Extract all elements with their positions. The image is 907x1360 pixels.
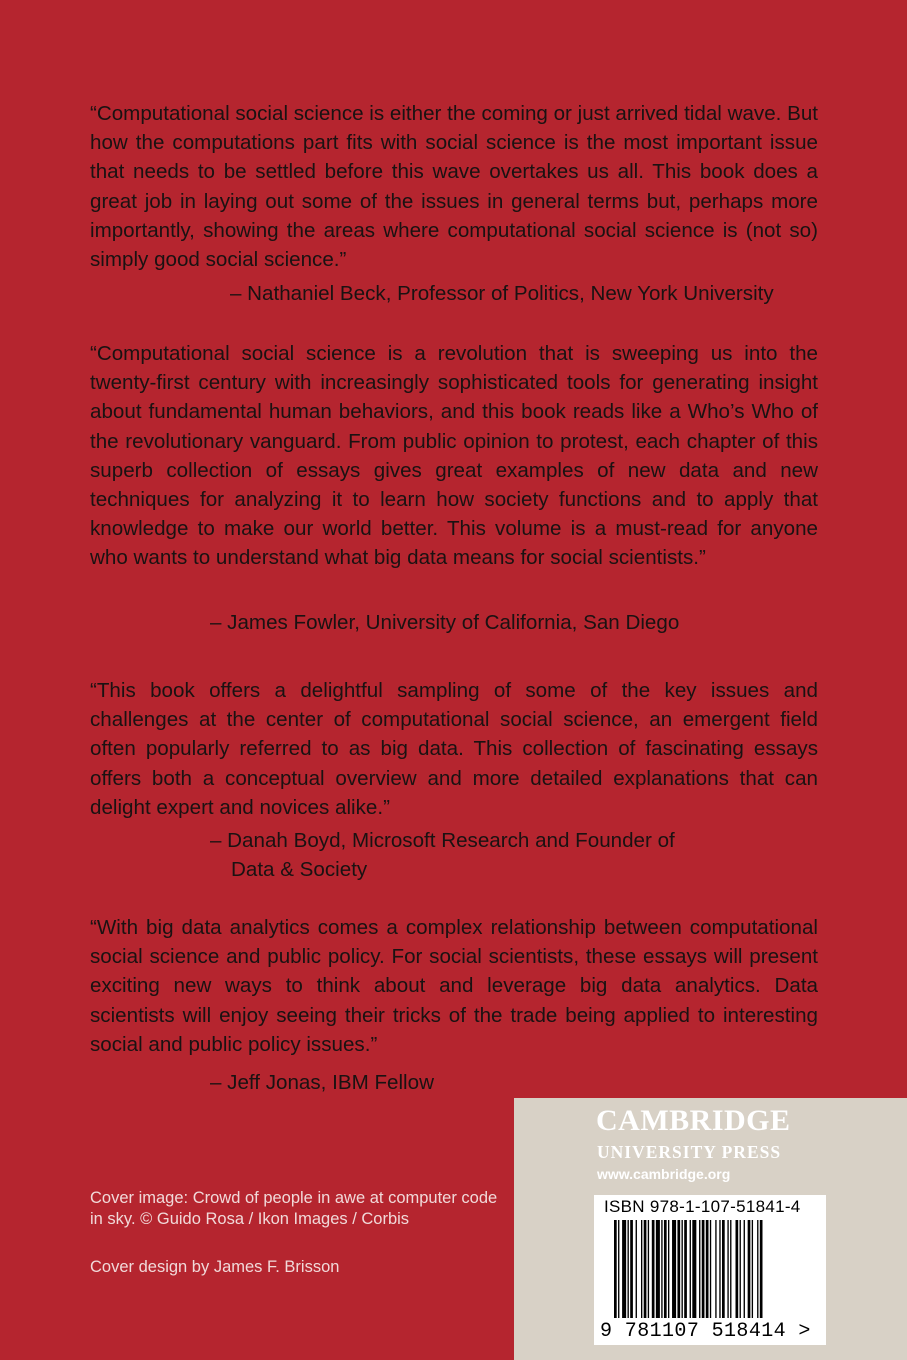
barcode-bars [614,1220,806,1318]
quote-2-text: “Computational social science is a revolution that is sweeping us into the twenty-first century with increasingly sophisticated tools for generating insight about fundamental human behaviors, and this book reads like a Who’s Who of the revolutionary vanguard. From public opinion to protest, each chapter of this superb collection of essays gives great examples of new data and new techniques for analyzing it to learn how society functions and to apply that knowledge to make our world better. This volume is a must-read for anyone who wants to understand what big data means for social scientists.” [90,342,818,570]
quote-4-text: “With big data analytics comes a complex relationship between computational social science and public policy. For social scientists, these essays will present exciting new ways to think about and leverage big data analytics. Data scientists will enjoy seeing their tricks of the trade being applied to interesting social and public policy issues.” [90,916,818,1056]
barcode-bar [622,1220,626,1318]
barcode-bar [644,1220,647,1318]
barcode-bar [661,1220,662,1318]
barcode-bar [752,1220,753,1318]
barcode-bar [677,1220,680,1318]
barcode-bar [652,1220,655,1318]
barcode-bar [744,1220,745,1318]
barcode-bar [740,1220,741,1318]
barcode-bar [727,1220,728,1318]
cover-image-credit: Cover image: Crowd of people in awe at computer code in sky. © Guido Rosa / Ikon Images / Corbis [90,1189,498,1228]
barcode-bar [736,1220,739,1318]
barcode-bar [684,1220,687,1318]
barcode-bar [715,1220,716,1318]
barcode-bar [748,1220,751,1318]
barcode-bar [628,1220,629,1318]
cover-design-credit: Cover design by James F. Brisson [90,1258,340,1276]
barcode-bar [719,1220,720,1318]
barcode [594,1195,826,1345]
publisher-panel [514,1098,907,1360]
barcode-bar [706,1220,709,1318]
publisher-url: www.cambridge.org [597,1166,731,1182]
barcode-bar [690,1220,691,1318]
barcode-bar [664,1220,667,1318]
quote-4-attribution: – Jeff Jonas, IBM Fellow [210,1071,434,1094]
barcode-bar [722,1220,725,1318]
barcode-digits: 9 781107 518414 > [600,1320,811,1343]
quote-3-attribution-line1: – Danah Boyd, Microsoft Research and Founder of [210,829,675,852]
barcode-bar [702,1220,705,1318]
barcode-bar [614,1220,617,1318]
barcode-bar [730,1220,731,1318]
barcode-bar [630,1220,633,1318]
publisher-logo-name: CAMBRIDGE [596,1104,791,1137]
barcode-bar [760,1220,763,1318]
barcode-bar [668,1220,669,1318]
quote-3-attribution-line2: Data & Society [231,858,368,882]
barcode-bar [656,1220,660,1318]
barcode-bar [641,1220,642,1318]
quote-3-text: “This book offers a delightful sampling of some of the key issues and challenges at the center of computational social science, an emergent field often popularly referred to as big data. This collection of fascinating essays offers both a conceptual overview and more detailed explanations that can delight expert and novices alike.” [90,679,818,819]
barcode-bar [757,1220,758,1318]
publisher-logo-subtitle: UNIVERSITY PRESS [597,1142,782,1162]
quote-1-text: “Computational social science is either the coming or just arrived tidal wave. But how the computations part fits with social science is the most important issue that needs to be settled before this wave overtakes us all. This book does a great job in laying out some of the issues in general terms but, perhaps more importantly, showing the areas where computational social science is (not so) simply good social science.” [90,102,818,272]
barcode-bar [692,1220,696,1318]
barcode-bar [699,1220,700,1318]
barcode-bar [672,1220,676,1318]
quote-3-attribution [210,826,830,884]
barcode-bar [636,1220,637,1318]
barcode-bar [682,1220,683,1318]
isbn-label: ISBN 978-1-107-51841-4 [604,1197,801,1216]
quote-2-attribution: – James Fowler, University of California, San Diego [210,611,680,634]
barcode-bar [710,1220,711,1318]
quote-1-attribution: – Nathaniel Beck, Professor of Politics, New York University [230,282,774,305]
barcode-bar [648,1220,649,1318]
barcode-bar [618,1220,619,1318]
